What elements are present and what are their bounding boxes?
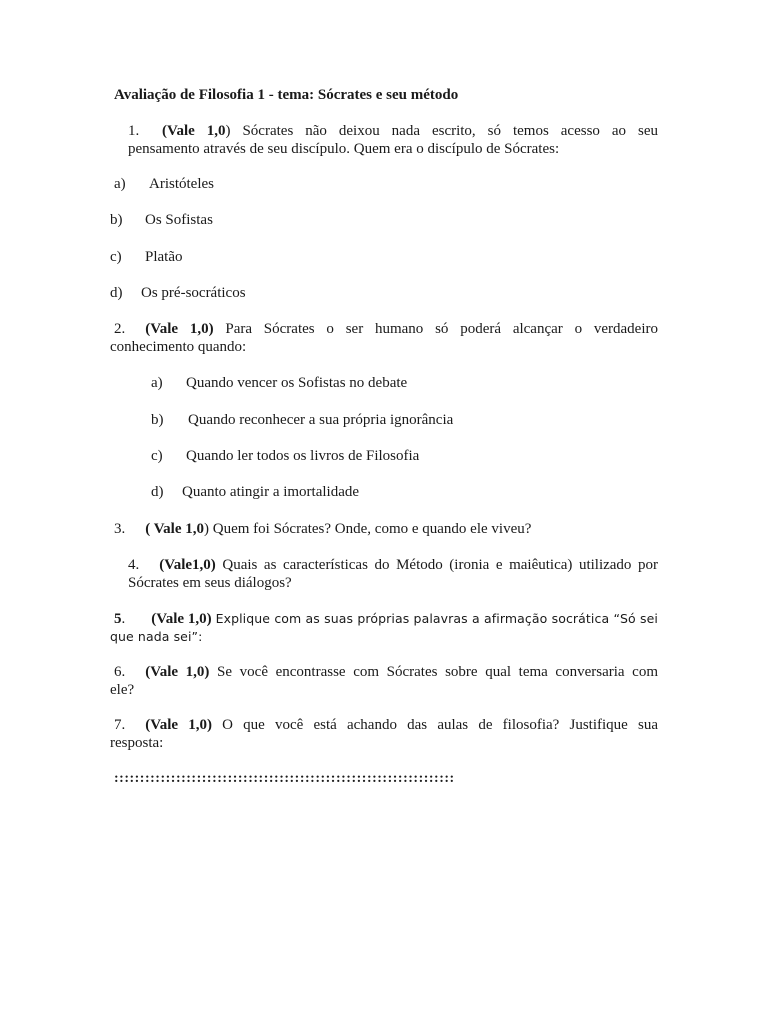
question-1-line-2: pensamento através de seu discípulo. Quem era o discípulo de Sócrates: — [128, 141, 560, 157]
question-3-value: ( Vale 1,0 — [145, 521, 205, 537]
question-6-line-1 — [110, 663, 658, 681]
question-4 — [128, 556, 658, 592]
question-7-number: 7. — [114, 717, 126, 733]
question-1-value: (Vale 1,0 — [162, 123, 226, 139]
question-5-line-1: 5. (Vale 1,0) Explique com as suas próprias palavras a afirmação socrática “Só sei — [114, 611, 658, 627]
question-5-text: Explique com as suas próprias palavras a afirmação socrática “Só sei — [215, 611, 658, 626]
question-5-line-2: que nada sei”: — [110, 629, 203, 644]
question-2 — [110, 320, 658, 356]
question-1-text: Sócrates não deixou nada escrito, só temos acesso ao seu — [242, 123, 658, 139]
question-6 — [110, 663, 658, 699]
question-4-text: Quais as características do Método (ironia e maiêutica) utilizado por — [222, 557, 659, 573]
question-4-number: 4. — [128, 557, 140, 573]
separator-dots: :::::::::::::::::::::::::::::::::::::::::::::::::::::::::::::::::: — [114, 771, 455, 786]
question-3-number: 3. — [114, 521, 126, 537]
question-2-line-2: conhecimento quando: — [110, 339, 247, 355]
question-7-line-2: resposta: — [110, 735, 164, 751]
question-7-line-1 — [110, 716, 658, 734]
question-2-number: 2. — [114, 321, 126, 337]
question-1 — [128, 122, 658, 158]
question-5-value: (Vale 1,0) — [151, 611, 212, 627]
question-7-value: (Vale 1,0) — [145, 717, 212, 733]
question-6-value: (Vale 1,0) — [145, 664, 210, 680]
question-6-line-2: ele? — [110, 682, 135, 698]
question-3 — [114, 520, 531, 538]
question-3-text: ) Quem foi Sócrates? Onde, como e quando ele viveu? — [204, 521, 532, 537]
question-2-text: Para Sócrates o ser humano só poderá alcançar o verdadeiro — [225, 321, 658, 337]
question-1-number: 1. — [128, 123, 140, 139]
page-title: Avaliação de Filosofia 1 - tema: Sócrates e seu método — [114, 87, 459, 103]
document-page: Avaliação de Filosofia 1 - tema: Sócrates e seu método 1. (Vale 1,0) Sócrates não deixou nada escrito, só temos acesso ao seu pensamento através de seu discípulo. Quem era o discípulo de Sócrates: a) Aristóteles b) Os Sofistas c) Platão d) Os pré-socráticos 2. (Vale 1,0) Para Sócrates o ser humano só poderá alcançar o verdadeiro conhecimento quando: a) Quando vencer os Sofistas no debate b) Quando reconhecer a sua própria ignorância c) Quando ler todos os livros de Filosofia d) Quanto atingir a imortalidade 3. ( Vale 1,0) Quem foi Sócrates? Onde, como e quando ele viveu? 4. (Vale1,0) Quais as características do Método (ironia e maiêutica) utilizado por Sócrates em seus diálogos? 5. (Vale 1,0) Explique com as suas próprias palavras a afirmação socrática “Só sei que nada sei”: 6. (Vale 1,0) Se você encontrasse com Sócrates sobre qual tema conversaria com ele? 7. (Vale 1,0) O que você está achando das aulas de filosofia? Justifique sua resposta: :::::::::::::::::::::::::::::::::::::::::::::::::::::::::::::::::: — [110, 87, 659, 786]
question-2-value: (Vale 1,0) — [145, 321, 214, 337]
question-1-line-1: 1. (Vale 1,0) Sócrates não deixou nada escrito, só temos acesso ao seu — [128, 123, 658, 139]
question-7 — [110, 716, 658, 752]
question-6-number: 6. — [114, 664, 126, 680]
question-5 — [110, 610, 658, 646]
question-4-value: (Vale1,0) — [159, 557, 216, 573]
question-5-number: 5 — [114, 611, 122, 627]
question-6-text: Se você encontrasse com Sócrates sobre qual tema conversaria com — [217, 664, 658, 680]
question-2-line-1 — [110, 320, 658, 338]
question-7-text: O que você está achando das aulas de filosofia? Justifique sua — [222, 717, 658, 733]
question-4-line-2: Sócrates em seus diálogos? — [128, 575, 292, 591]
question-4-line-1 — [128, 556, 658, 574]
